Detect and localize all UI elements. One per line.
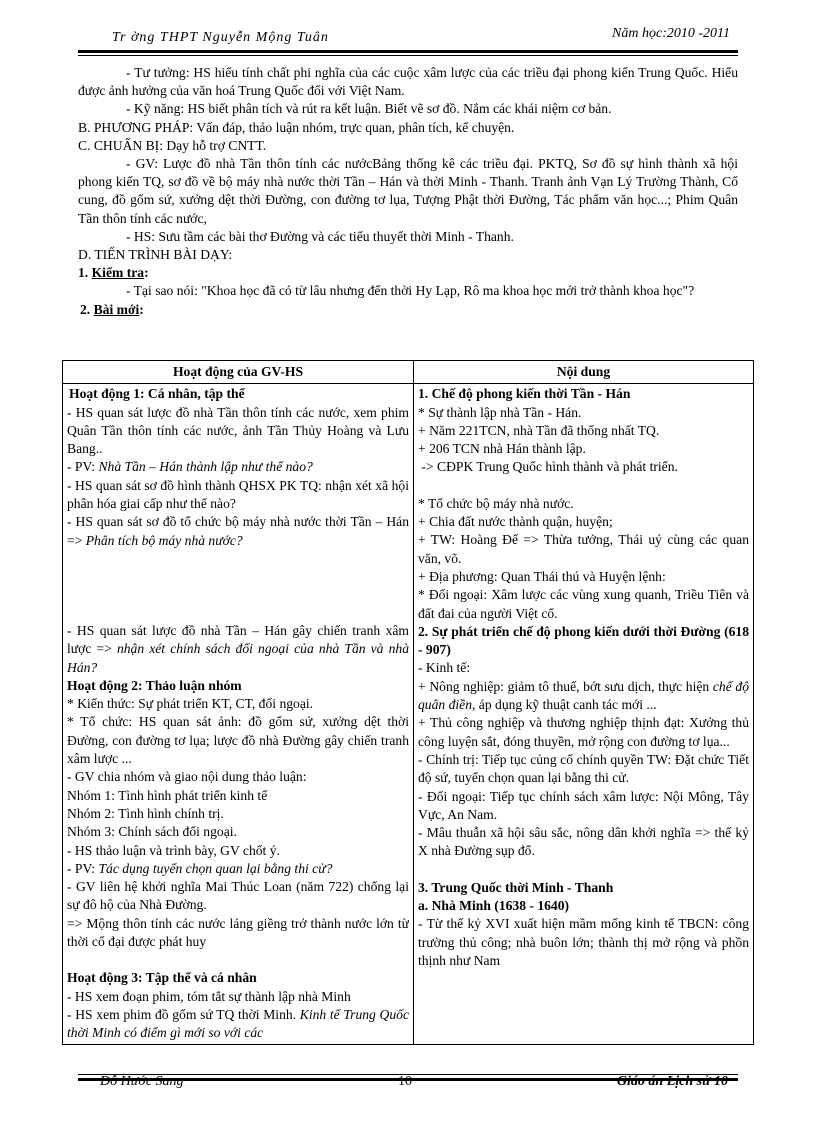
objective-skill: - Kỹ năng: HS biết phân tích và rút ra kết luận. Biết vẽ sơ đồ. Nắm các khái niệm cơ bản. <box>126 101 612 117</box>
content-cell <box>414 384 754 1045</box>
section-3-title: 3. Trung Quốc thời Minh - Thanh <box>418 879 614 895</box>
column-header-activities: Hoạt động của GV-HS <box>63 361 414 384</box>
activities-cell <box>63 384 414 1045</box>
list-item: + 206 TCN nhà Hán thành lập. <box>418 441 586 457</box>
list-item: + Chia đất nước thành quận, huyện; <box>418 514 613 530</box>
list-item: - HS xem đoạn phim, tóm tắt sự thành lập nhà Minh <box>67 988 351 1004</box>
list-item: - GV liên hệ khởi nghĩa Mai Thúc Loan (năm 722) chống lại sự đô hộ của Nhà Đường. <box>67 879 409 913</box>
list-item: + TW: Hoàng Đế => Thừa tướng, Thái uý cùng các quan văn, võ. <box>418 532 749 566</box>
student-preparation: - HS: Sưu tầm các bài thơ Đường và các tiểu thuyết thời Minh - Thanh. <box>126 228 514 244</box>
table-row <box>63 384 754 1045</box>
list-item: - Đối ngoại: Tiếp tục chính sách xâm lược: Nội Mông, Tây Vực, An Nam. <box>418 788 749 822</box>
review-question: - Tại sao nói: "Khoa học đã có từ lâu nhưng đến thời Hy Lạp, Rô ma khoa học mới trở thành khoa học"? <box>126 283 695 299</box>
section-1-title: 1. Chế độ phong kiến thời Tần - Hán <box>418 386 631 402</box>
list-item: + Năm 221TCN, nhà Tần đã thống nhất TQ. <box>418 422 660 438</box>
list-item: - Kinh tế: <box>418 660 471 676</box>
list-item: - HS quan sát lược đồ nhà Tần – Hán gây chiến tranh xâm lược => nhận xét chính sách đối ngoại của nhà Tần và nhà Hán? <box>67 622 409 675</box>
list-item: - HS quan sát sơ đồ tổ chức bộ máy nhà nước thời Tần – Hán => Phân tích bộ máy nhà nước? <box>67 514 409 548</box>
heading-review: 1. Kiểm tra: <box>78 265 149 281</box>
list-item: * Kiến thức: Sự phát triển KT, CT, đối ngoại. <box>67 696 314 712</box>
list-item: * Tổ chức bộ máy nhà nước. <box>418 495 574 511</box>
section-procedure: D. TIẾN TRÌNH BÀI DẠY: <box>78 247 233 263</box>
list-item: - HS thảo luận và trình bày, GV chốt ý. <box>67 842 280 858</box>
list-item: - HS xem phim đồ gốm sứ TQ thời Minh. Kinh tế Trung Quốc thời Minh có điểm gì mới so với các <box>67 1006 409 1041</box>
list-item: - HS quan sát lược đồ nhà Tần thôn tính các nước, xem phim Quân Tần thôn tính các nước, ảnh Tần Thủy Hoàng và Lưu Bang.. <box>67 404 409 457</box>
teacher-preparation: - GV: Lược đồ nhà Tần thôn tính các nướcBảng thống kê các triều đại. PKTQ, Sơ đồ sự hình thành xã hội phong kiến TQ, sơ đồ về bộ máy nhà nước thời Tần – Hán và thời Minh - Thanh. Tranh ảnh Vạn Lý Trường Thành, Cố cung, đồ gốm sứ, xưởng dệt thời Đường, con đường tơ lụa, Tượng Phật thời Đường, Tác phẩm văn học...; Phim Quân Tần thôn tính các nước, <box>78 156 738 226</box>
section-3a-title: a. Nhà Minh (1638 - 1640) <box>418 898 570 914</box>
list-item: - PV: Tác dụng tuyển chọn quan lại bằng thi cử? <box>67 860 333 876</box>
list-item: * Sự thành lập nhà Tần - Hán. <box>418 404 582 420</box>
list-item: - Chính trị: Tiếp tục củng cố chính quyền TW: Đặt chức Tiết độ sứ, tuyển chọn quan lại bằng thi cử. <box>418 751 749 786</box>
footer-author: Đỗ Hước Sang <box>100 1074 184 1089</box>
list-item: Nhóm 3: Chính sách đối ngoại. <box>67 824 237 840</box>
section-method: B. PHƯƠNG PHÁP: Vấn đáp, thảo luận nhóm, trực quan, phân tích, kể chuyện. <box>78 119 515 135</box>
list-item: - Từ thế kỷ XVI xuất hiện mầm mống kinh tế TBCN: công trường thủ công; nhà buôn lớn; thành thị mở rộng và phồn thịnh như Nam <box>418 916 749 968</box>
lesson-table <box>62 360 754 1045</box>
list-item: -> CĐPK Trung Quốc hình thành và phát triển. <box>418 459 678 475</box>
list-item: - HS quan sát sơ đồ hình thành QHSX PK TQ: nhận xét xã hội phân hóa giai cấp như thế nào? <box>67 477 409 512</box>
list-item: - GV chia nhóm và giao nội dung thảo luận: <box>67 769 307 785</box>
page-number: 10 <box>398 1074 412 1089</box>
column-header-content: Nội dung <box>414 361 754 384</box>
list-item: * Tổ chức: HS quan sát ảnh: đồ gốm sứ, xưởng dệt thời Đường, con đường tơ lụa; lược đồ nhà Đường gây chiến tranh xâm lược ... <box>67 714 409 767</box>
objective-attitude: - Tư tưởng: HS hiểu tính chất phi nghĩa của các cuộc xâm lược của các triều đại phong kiến Trung Quốc. Hiểu được ảnh hưởng của văn hoá Trung Quốc đối với Việt Nam. <box>78 65 738 99</box>
list-item: - PV: Nhà Tần – Hán thành lập như thế nào? <box>67 459 313 475</box>
footer-title: Giáo án Lịch sử 10 <box>616 1074 728 1089</box>
activity-1-title: Hoạt động 1: Cá nhân, tập thể <box>69 386 245 402</box>
header-rule-thick <box>78 50 738 53</box>
list-item: * Đối ngoại: Xâm lược các vùng xung quanh, Triều Tiên và đất đai của người Việt cổ. <box>418 587 749 621</box>
list-item: - Mâu thuẫn xã hội sâu sắc, nông dân khởi nghĩa => thế kỷ X nhà Đường sụp đổ. <box>418 825 749 859</box>
list-item: + Thủ công nghiệp và thương nghiệp thịnh đạt: Xưởng thủ công luyện sắt, đóng thuyền, mở rộng con đường tơ lụa... <box>418 715 749 749</box>
list-item: => Mộng thôn tính các nước láng giềng trở thành nước lớn từ thời cổ đại được phát huy <box>67 915 409 950</box>
lesson-intro <box>78 64 738 319</box>
activity-3-title: Hoạt động 3: Tập thể và cá nhân <box>67 970 257 986</box>
school-name: Tr ờng THPT Nguyễn Mộng Tuân <box>112 30 329 45</box>
list-item: Nhóm 1: Tình hình phát triển kinh tế <box>67 787 268 803</box>
list-item: + Nông nghiệp: giảm tô thuế, bớt sưu dịch, thực hiện chế độ quân điền, áp dụng kỹ thuật canh tác mới ... <box>418 678 749 713</box>
table-header-row <box>63 361 754 384</box>
activity-2-title: Hoạt động 2: Thảo luận nhóm <box>67 677 242 693</box>
heading-new-lesson: 2. Bài mới: <box>80 301 144 317</box>
header-rule-thin <box>78 55 738 56</box>
school-year: Năm học:2010 -2011 <box>612 26 730 41</box>
section-2-title: 2. Sự phát triển chế độ phong kiến dưới thời Đường (618 - 907) <box>418 623 749 658</box>
list-item: + Địa phương: Quan Thái thú và Huyện lệnh: <box>418 568 666 584</box>
list-item: Nhóm 2: Tình hình chính trị. <box>67 805 224 821</box>
section-preparation: C. CHUẨN BỊ: Dạy hỗ trợ CNTT. <box>78 137 267 153</box>
